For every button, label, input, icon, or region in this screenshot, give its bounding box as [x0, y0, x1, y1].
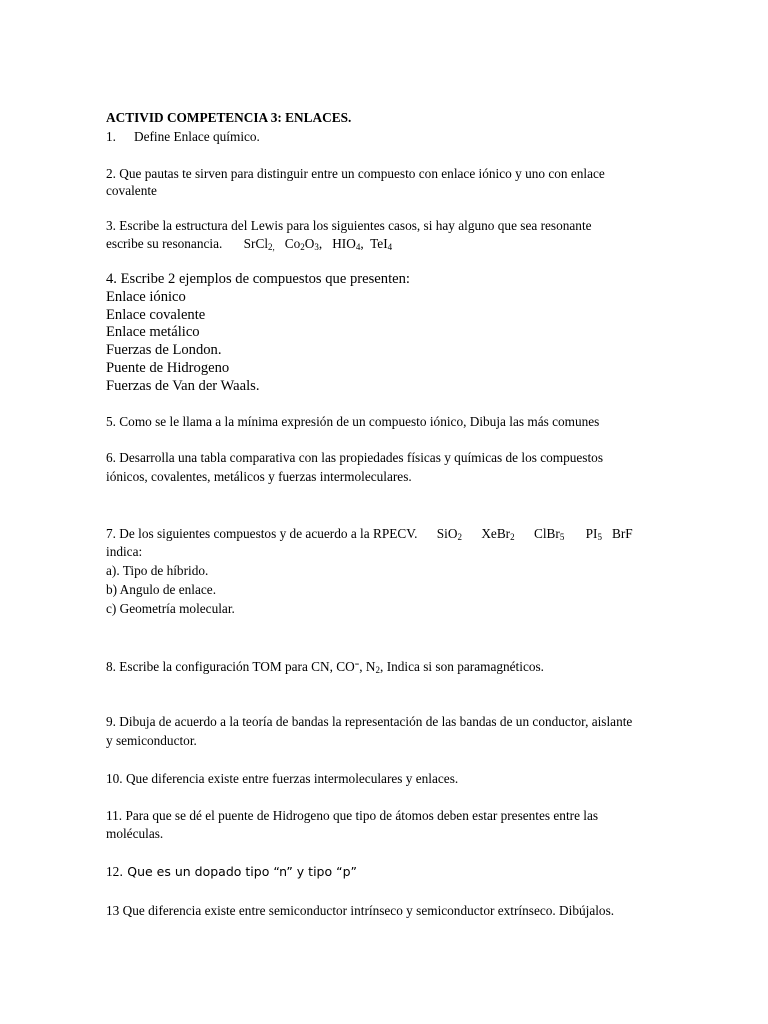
question-11-line-2: moléculas. [106, 826, 164, 841]
question-5: 5. Como se le llama a la mínima expresión de un compuesto iónico, Dibuja las más comunes [106, 414, 600, 429]
question-6-line-1: 6. Desarrolla una tabla comparativa con las propiedades físicas y químicas de los compuestos [106, 450, 604, 465]
question-10: 10. Que diferencia existe entre fuerzas intermoleculares y enlaces. [106, 771, 459, 786]
compound-xebr2: XeBr$_2$ [481, 526, 515, 542]
question-11-line-1: 11. Para que se dé el puente de Hidrogeno que tipo de átomos deben estar presentes entre las [106, 808, 599, 823]
question-2-line-1: 2. Que pautas te sirven para distinguir entre un compuesto con enlace iónico y uno con enlace [106, 166, 605, 181]
question-6-line-2: iónicos, covalentes, metálicos y fuerzas intermoleculares. [106, 469, 412, 484]
question-7-line-1 [106, 526, 633, 545]
question-3-line-2 [106, 236, 392, 255]
list-item: a). Tipo de híbrido. [106, 563, 209, 578]
question-12 [106, 864, 357, 880]
question-12-number: 12 [106, 864, 120, 879]
list-item: Fuerzas de Van der Waals. [106, 378, 260, 394]
question-1 [106, 129, 260, 145]
question-9-line-1: 9. Dibuja de acuerdo a la teoría de bandas la representación de las bandas de un conductor, aislante [106, 714, 633, 729]
question-1-number: 1. [106, 129, 116, 144]
question-1-text: Define Enlace químico. [133, 129, 260, 144]
compound-pi5: $PI_5$ [585, 526, 602, 542]
list-item: Enlace covalente [106, 307, 206, 323]
question-7-text: 7. De los siguientes compuestos y de acuerdo a la RPECV. [106, 526, 418, 541]
question-8: 8. Escribe la configuración TOM para CN, CO=, $N_2$, Indica si son paramagnéticos. [106, 659, 544, 675]
question-2-line-2: covalente [106, 183, 157, 198]
formula-co2o3: $Co_2O_3$, [284, 236, 323, 252]
compound-brf: BrF [611, 526, 633, 541]
question-7-line-2: indica: [106, 544, 143, 559]
list-item: Enlace iónico [106, 289, 186, 305]
formula-hio4: $HIO_4$, [332, 236, 364, 252]
list-item: Puente de Hidrogeno [106, 360, 230, 376]
question-4-line-1: 4. Escribe 2 ejemplos de compuestos que presenten: [106, 271, 410, 287]
list-item: b) Angulo de enlace. [106, 582, 217, 597]
list-item: Enlace metálico [106, 324, 200, 340]
question-9-line-2: y semiconductor. [106, 733, 197, 748]
question-3-text: escribe su resonancia. [106, 236, 223, 251]
document-title: ACTIVID COMPETENCIA 3: ENLACES. [106, 110, 352, 125]
question-13: 13 Que diferencia existe entre semiconductor intrínseco y semiconductor extrínseco. Dibújalos. [106, 903, 615, 918]
compound-clbr5: ClBr$_5$ [533, 526, 565, 542]
compound-sio2: SiO$_2$ [436, 526, 462, 542]
question-3-line-1: 3. Escribe la estructura del Lewis para los siguientes casos, si hay alguno que sea resonante [106, 218, 592, 233]
question-12-text: . Que es un dopado tipo “n” y tipo “p” [119, 864, 357, 879]
formula-tei4: TeI$_4$ [370, 236, 393, 252]
formula-srcl2: SrCl$_{2,}$ [243, 236, 275, 252]
list-item: c) Geometría molecular. [106, 601, 235, 616]
list-item: Fuerzas de London. [106, 342, 222, 358]
